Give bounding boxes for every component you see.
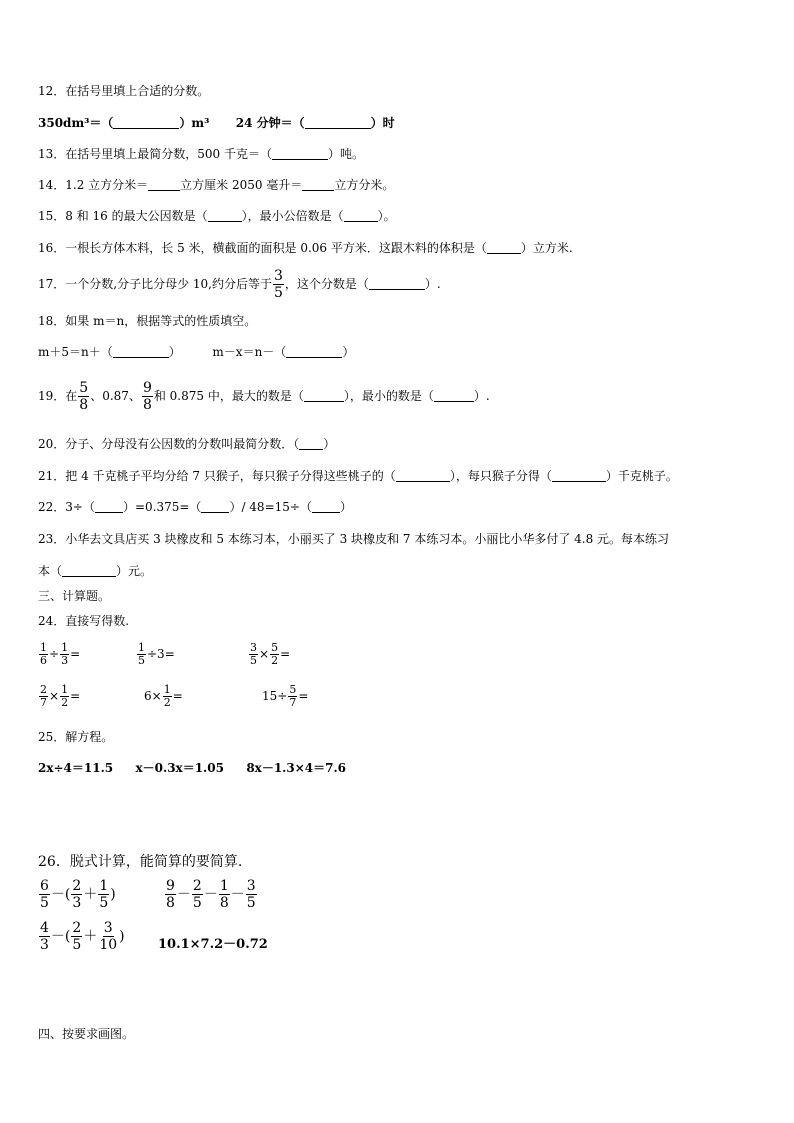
q18-blank-1[interactable] bbox=[113, 345, 169, 358]
q19-fraction-1: $\frac{5}{8}$ bbox=[79, 380, 89, 413]
q16-text: 16．一根长方体木料，长 5 米，横截面的面积是 0.06 平方米．这跟木料的体积是（ bbox=[38, 241, 487, 255]
q26-expr-4: 10.1×7.2－0.72 bbox=[158, 937, 268, 952]
section-4-heading: 四、按要求画图。 bbox=[38, 1027, 135, 1041]
q19 bbox=[38, 380, 490, 413]
q15 bbox=[38, 208, 396, 224]
q18-a: m＋5＝n＋（ bbox=[38, 345, 113, 359]
q18-a-end: ） bbox=[168, 345, 181, 359]
q14-blank-2[interactable] bbox=[302, 178, 334, 191]
q22-end: ） bbox=[339, 500, 352, 514]
q26-expr-1: $\frac{6}{5}$ －( $\frac{2}{3}$ ＋ $\frac{1}{5}$ ) bbox=[40, 878, 116, 911]
q23-line-2 bbox=[38, 563, 152, 579]
q12-part2: 24 分钟＝（ bbox=[235, 116, 305, 130]
q24-expr-3: $\frac{3}{5}$ × $\frac{5}{2}$ = bbox=[250, 641, 291, 667]
q17 bbox=[38, 268, 441, 301]
q26-expr-3: $\frac{4}{3}$ －( $\frac{2}{5}$ ＋ $\frac{3}{10}$ ) bbox=[40, 920, 125, 953]
q14 bbox=[38, 177, 394, 193]
q23-blank[interactable] bbox=[62, 564, 116, 577]
q17-fraction: $\frac{3}{5}$ bbox=[273, 268, 283, 301]
q16 bbox=[38, 240, 573, 256]
q24-expr-1: $\frac{1}{6}$ ÷ $\frac{1}{3}$ = bbox=[40, 641, 81, 667]
section-3-heading: 三、计算题。 bbox=[38, 589, 111, 603]
q15-text: 15．8 和 16 的最大公因数是（ bbox=[38, 209, 208, 223]
q12-title: 12．在括号里填上合适的分数。 bbox=[38, 84, 210, 98]
q12-part2-end: ）时 bbox=[370, 116, 395, 130]
q21-end: ）千克桃子。 bbox=[605, 469, 678, 483]
q18-answers bbox=[38, 344, 354, 360]
q25-eq-1: 2x÷4＝11.5 bbox=[38, 761, 114, 775]
q21-mid: ），每只猴子分得（ bbox=[449, 469, 552, 483]
q19-blank-1[interactable] bbox=[304, 389, 344, 402]
q19-sep: 、0.87、 bbox=[90, 389, 141, 403]
q14-text: 14．1.2 立方分米＝ bbox=[38, 178, 149, 192]
q21-blank-2[interactable] bbox=[552, 469, 606, 482]
q23-end: ）元。 bbox=[116, 564, 153, 578]
q13-blank[interactable] bbox=[272, 147, 328, 160]
q17-end: ）. bbox=[424, 277, 441, 291]
q24-expr-6: 15÷ $\frac{5}{7}$ = bbox=[262, 683, 309, 709]
q21-blank-1[interactable] bbox=[396, 469, 450, 482]
q20-blank[interactable] bbox=[299, 437, 323, 450]
q17-blank[interactable] bbox=[369, 277, 425, 290]
q22-a: ）=0.375=（ bbox=[122, 500, 202, 514]
q20-text: 20．分子、分母没有公因数的分数叫最简分数．（ bbox=[38, 437, 300, 451]
q12-blank-2[interactable] bbox=[305, 116, 371, 129]
q19-end: ）. bbox=[473, 389, 490, 403]
q22-text: 22．3÷（ bbox=[38, 500, 95, 514]
q25-eq-3: 8x－1.3×4＝7.6 bbox=[246, 761, 346, 775]
q12-part1-end: ）m³ bbox=[179, 116, 210, 130]
q24-expr-2: $\frac{1}{5}$ ÷3= bbox=[138, 641, 175, 667]
q18-blank-2[interactable] bbox=[286, 345, 342, 358]
q15-end: ）。 bbox=[377, 209, 396, 223]
q24-expr-5: 6× $\frac{1}{2}$ = bbox=[144, 683, 183, 709]
q22-blank-3[interactable] bbox=[312, 500, 340, 513]
q19-mid2: ），最小的数是（ bbox=[343, 389, 434, 403]
q15-blank-1[interactable] bbox=[208, 209, 242, 222]
q25-title: 25．解方程。 bbox=[38, 730, 114, 744]
q17-text: 17．一个分数,分子比分母少 10,约分后等于 bbox=[38, 277, 272, 291]
q22-blank-1[interactable] bbox=[95, 500, 123, 513]
q18-b-end: ） bbox=[342, 345, 355, 359]
q25-eq-2: x－0.3x＝1.05 bbox=[135, 761, 224, 775]
q21-text: 21．把 4 千克桃子平均分给 7 只猴子，每只猴子分得这些桃子的（ bbox=[38, 469, 396, 483]
q21 bbox=[38, 468, 678, 484]
q23-line-1: 23．小华去文具店买 3 块橡皮和 5 本练习本，小丽买了 3 块橡皮和 7 本练习本。小丽比小华多付了 4.8 元。每本练习 bbox=[38, 532, 670, 546]
q16-end: ）立方米. bbox=[520, 241, 573, 255]
q24-expr-4: $\frac{2}{7}$ × $\frac{1}{2}$ = bbox=[40, 683, 81, 709]
q19-blank-2[interactable] bbox=[434, 389, 474, 402]
q17-mid: ，这个分数是（ bbox=[284, 277, 369, 291]
q18-title: 18．如果 m＝n，根据等式的性质填空。 bbox=[38, 314, 257, 328]
q22-b: ）/ 48=15÷（ bbox=[229, 500, 312, 514]
q13 bbox=[38, 146, 364, 162]
q23-text: 本（ bbox=[38, 564, 63, 578]
q19-fraction-2: $\frac{9}{8}$ bbox=[142, 380, 152, 413]
q12-part1: 350dm³＝（ bbox=[38, 116, 114, 130]
q12-blank-1[interactable] bbox=[113, 116, 179, 129]
q26-expr-2: $\frac{9}{8}$ － $\frac{2}{5}$ － $\frac{1}{8}$ － $\frac{3}{5}$ bbox=[166, 878, 256, 911]
q19-mid: 和 0.875 中，最大的数是（ bbox=[153, 389, 304, 403]
q15-blank-2[interactable] bbox=[344, 209, 378, 222]
q15-mid: ），最小公倍数是（ bbox=[241, 209, 344, 223]
q13-text: 13．在括号里填上最简分数，500 千克＝（ bbox=[38, 147, 272, 161]
q20-end: ） bbox=[323, 437, 336, 451]
q22 bbox=[38, 499, 352, 515]
q25-equations bbox=[38, 760, 346, 776]
q14-blank-1[interactable] bbox=[148, 178, 180, 191]
q18-b: m－x＝n－（ bbox=[212, 345, 287, 359]
q13-end: ）吨。 bbox=[328, 147, 365, 161]
q22-blank-2[interactable] bbox=[201, 500, 229, 513]
q24-title: 24．直接写得数. bbox=[38, 614, 130, 628]
q14-end: 立方分米。 bbox=[334, 178, 395, 192]
q12-answer-row bbox=[38, 115, 395, 131]
q26-title: 26．脱式计算，能简算的要简算. bbox=[38, 854, 243, 870]
q16-blank[interactable] bbox=[487, 241, 521, 254]
q20 bbox=[38, 436, 335, 452]
q19-text: 19．在 bbox=[38, 389, 78, 403]
q14-mid: 立方厘米 2050 毫升＝ bbox=[180, 178, 303, 192]
